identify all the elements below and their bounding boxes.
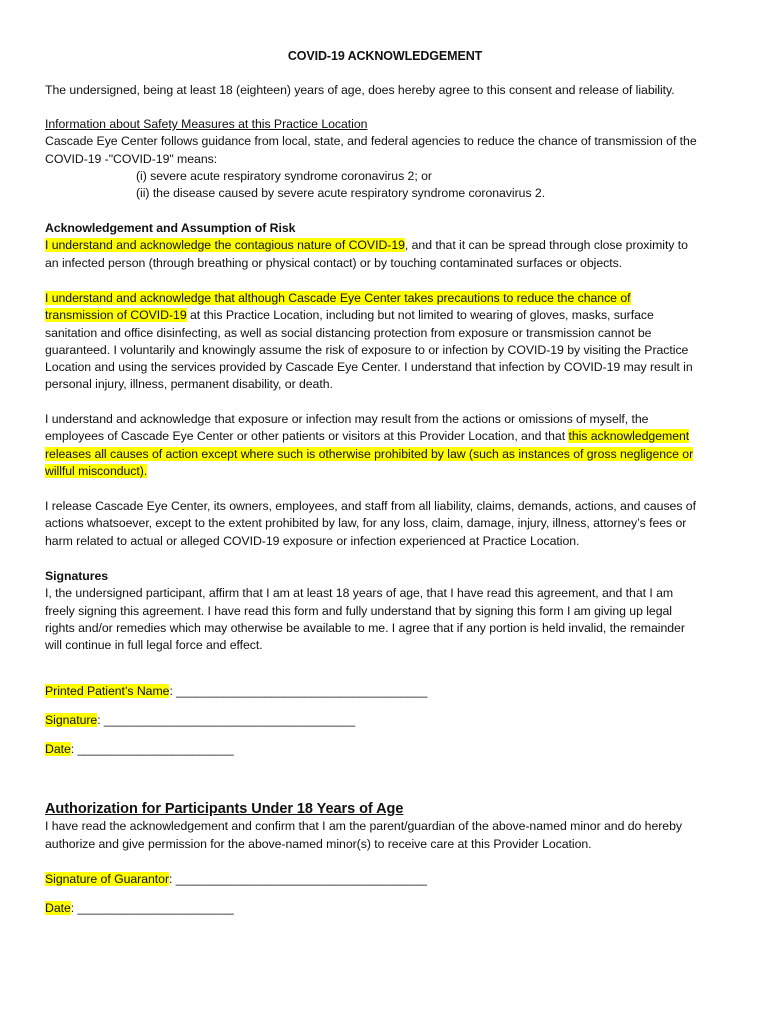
- risk-p2-line-5: Location and using the services provided by Cascade Eye Center. I understand that infection by COVID-19 may result in: [45, 360, 693, 375]
- signature-field[interactable]: [45, 712, 730, 729]
- intro-paragraph: [45, 82, 730, 99]
- signatures-section: [45, 568, 730, 654]
- risk-p3-line-1: I understand and acknowledge that exposure or infection may result from the actions or omissions of myself, the: [45, 412, 649, 426]
- signatures-heading: Signatures: [45, 569, 109, 583]
- printed-name-blank[interactable]: : _____________________________________: [169, 684, 428, 698]
- safety-item-2: (ii) the disease caused by severe acute respiratory syndrome coronavirus 2.: [136, 186, 546, 201]
- risk-p2-line-3: sanitation and office disinfecting, as well as social distancing protection from exposure or transmission cannot be: [45, 325, 652, 340]
- risk-p2-line-4: guaranteed. I voluntarily and knowingly assume the risk of exposure to or infection by COVID-19 by visiting the Practice: [45, 342, 689, 357]
- text: , and that it can be spread through close proximity to: [404, 238, 688, 253]
- text: at this Practice Location, including but not limited to wearing of gloves, masks, surface: [186, 308, 654, 323]
- release-line-1: I release Cascade Eye Center, its owners, employees, and staff from all liability, claims, demands, actions, and causes of: [45, 499, 696, 513]
- signatures-line-2: freely signing this agreement. I have read this form and fully understand that by signing this form I am giving up legal: [45, 603, 672, 618]
- risk-p2-line-1: [45, 290, 730, 307]
- date-blank[interactable]: : _______________________: [70, 742, 234, 756]
- guarantor-date-blank[interactable]: : _______________________: [70, 901, 234, 915]
- document-title: COVID-19 ACKNOWLEDGEMENT: [287, 49, 483, 63]
- highlight: I understand and acknowledge the contagious nature of COVID-19: [45, 238, 405, 253]
- minors-line-2: authorize and give permission for the above-named minor(s) to receive care at this Provider Location.: [45, 836, 592, 851]
- date-field[interactable]: [45, 741, 730, 758]
- highlight: releases all causes of action except where such is otherwise prohibited by law (such as instances of gross negligence or: [45, 446, 694, 461]
- signature-blank[interactable]: : _____________________________________: [97, 713, 356, 727]
- highlight: transmission of COVID-19: [45, 308, 187, 323]
- risk-p3-line-2: [45, 428, 730, 445]
- guarantor-date-label: Date: [45, 901, 71, 915]
- guarantor-blank[interactable]: : _____________________________________: [169, 872, 427, 886]
- safety-line-1: Cascade Eye Center follows guidance from local, state, and federal agencies to reduce the chance of transmission of the: [45, 134, 697, 149]
- signatures-line-4: will continue in full legal force and effect.: [45, 638, 263, 653]
- minors-line-1: I have read the acknowledgement and confirm that I am the parent/guardian of the above-named minor and do hereby: [45, 819, 682, 834]
- date-label: Date: [45, 742, 71, 756]
- highlight: this acknowledgement: [568, 429, 690, 444]
- risk-heading: Acknowledgement and Assumption of Risk: [45, 221, 296, 235]
- printed-name-field[interactable]: [45, 683, 730, 700]
- safety-section: [45, 116, 730, 202]
- risk-paragraph-3: [45, 411, 730, 480]
- guarantor-row: [45, 871, 730, 888]
- intro-text: The undersigned, being at least 18 (eighteen) years of age, does hereby agree to this consent and release of liability.: [45, 83, 675, 97]
- risk-p1-line-1: [45, 237, 730, 254]
- guarantor-date-field[interactable]: [45, 900, 730, 917]
- highlight: willful misconduct).: [45, 463, 148, 478]
- highlight: I understand and acknowledge that although Cascade Eye Center takes precautions to reduce the chance of: [45, 291, 631, 305]
- risk-paragraph-2: [45, 290, 730, 394]
- guarantor-signature-field[interactable]: [45, 871, 730, 888]
- printed-name-label: Printed Patient’s Name: [45, 684, 170, 698]
- risk-p2-line-2: [45, 307, 730, 324]
- printed-name-row: [45, 683, 730, 700]
- release-line-2: actions whatsoever, except to the extent prohibited by law, for any loss, claim, damage, injury, illness, attorney’s fees or: [45, 516, 687, 531]
- minors-section: [45, 801, 730, 853]
- text: employees of Cascade Eye Center or other patients or visitors at this Provider Location, and that: [45, 429, 569, 444]
- date-row: [45, 741, 730, 758]
- safety-heading: Information about Safety Measures at this Practice Location: [45, 117, 368, 131]
- signatures-line-3: rights and/or remedies which may otherwise be available to me. I agree that if any portion is held invalid, the remainder: [45, 620, 685, 635]
- release-line-3: harm related to actual or alleged COVID-19 exposure or infection experienced at Practice Location.: [45, 533, 580, 548]
- signature-label: Signature: [45, 713, 98, 727]
- risk-p1-line-2: an infected person (through breathing or physical contact) or by touching contaminated surfaces or objects.: [45, 255, 623, 270]
- risk-p2-line-6: personal injury, illness, permanent disability, or death.: [45, 377, 333, 392]
- risk-p3-line-4: [45, 463, 730, 480]
- risk-section: [45, 220, 730, 272]
- guarantor-label: Signature of Guarantor: [45, 872, 169, 886]
- signatures-line-1: I, the undersigned participant, affirm that I am at least 18 years of age, that I have read this agreement, and that I am: [45, 586, 674, 601]
- safety-line-2: COVID-19 -"COVID-19" means:: [45, 151, 218, 166]
- guarantor-date-row: [45, 900, 730, 917]
- safety-item-1: (i) severe acute respiratory syndrome coronavirus 2; or: [136, 168, 432, 183]
- signature-row: [45, 712, 730, 729]
- minors-heading: Authorization for Participants Under 18 Years of Age: [45, 801, 404, 817]
- risk-p3-line-3: [45, 446, 730, 463]
- release-paragraph: [45, 498, 730, 550]
